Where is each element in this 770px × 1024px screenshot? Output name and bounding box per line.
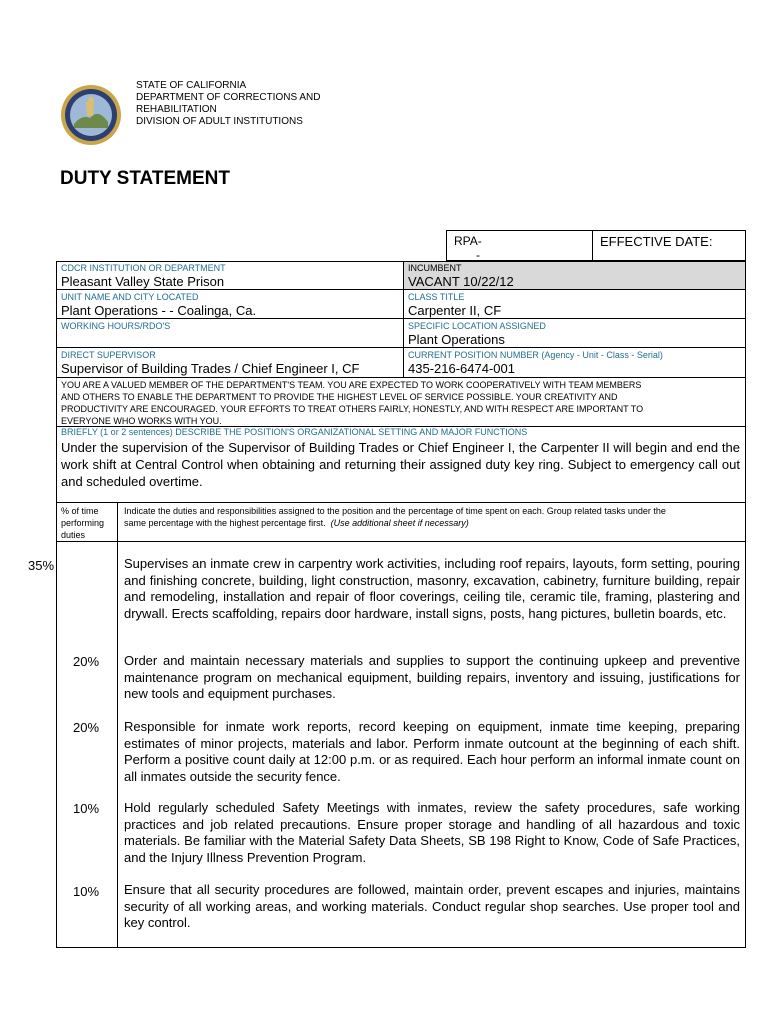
statement-line: AND OTHERS TO ENABLE THE DEPARTMENT TO PROVIDE THE HIGHEST LEVEL OF SERVICE POSSIBLE. YOUR CREATIVITY AND [61,392,618,402]
header-line: STATE OF CALIFORNIA [136,80,247,91]
header-text: same percentage with the highest percentage first. [124,518,326,528]
summary-label: BRIEFLY (1 or 2 sentences) DESCRIBE THE POSITION'S ORGANIZATIONAL SETTING AND MAJOR FUNCTIONS [61,427,528,437]
working-hours-label: WORKING HOURS/RDO'S [61,321,171,331]
duty-percent: 10% [73,801,100,816]
duty-description: Hold regularly scheduled Safety Meetings with inmates, review the safety procedures, safe working practices and job related precautions. Ensure proper storage and handling of all hazardous and toxic materials. Be familiar with the Material Safety Data Sheets, SB 198 Right to Know, Code of Safe Practices, and the Injury Illness Prevention Program. [124,800,740,865]
institution-label: CDCR INSTITUTION OR DEPARTMENT [61,263,226,273]
specific-location-value: Plant Operations [408,332,505,347]
header-line: REHABILITATION [136,104,217,115]
california-state-seal-icon [60,84,122,146]
duty-percent: 20% [73,720,100,735]
agency-header [136,80,320,128]
page-title: DUTY STATEMENT [60,168,230,189]
duty-percent: 20% [73,654,100,669]
institution-value: Pleasant Valley State Prison [61,274,225,289]
unit-value: Plant Operations - - Coalinga, Ca. [61,303,257,318]
unit-label: UNIT NAME AND CITY LOCATED [61,292,199,302]
position-number-value: 435-216-6474-001 [408,361,515,376]
header-line: duties [61,530,86,540]
duty-description: Order and maintain necessary materials and supplies to support the continuing upkeep and preventive maintenance program on mechanical equipment, building repairs, inventory and issuing, justifications for new tools and equipment purchases. [124,653,740,701]
header-line: performing [61,518,105,528]
statement-line: EVERYONE WHO WORKS WITH YOU. [61,416,222,426]
duty-description: Responsible for inmate work reports, record keeping on equipment, inmate time keeping, preparing estimates of minor projects, materials and labor. Perform inmate outcount at the beginning of each shift. Perform a positive count daily at 12:00 p.m. or as required. Each hour perform an informal inmate count on all inmates outside the security fence. [124,719,740,784]
header-line: Indicate the duties and responsibilities assigned to the position and the percentage of time spent on each. Group related tasks under the [124,506,666,516]
position-number-label: CURRENT POSITION NUMBER (Agency - Unit - Class - Serial) [408,350,663,360]
direct-supervisor-value: Supervisor of Building Trades / Chief Engineer I, CF [61,361,360,376]
valued-member-statement [61,379,743,427]
duty-percent: 35% [28,558,55,573]
specific-location-label: SPECIFIC LOCATION ASSIGNED [408,321,546,331]
header-line [124,517,742,529]
header-italic-note: (Use additional sheet if necessary) [330,518,469,528]
rpa-label: RPA- [454,234,482,248]
duty-percent: 10% [73,884,100,899]
header-line: DEPARTMENT OF CORRECTIONS AND [136,92,321,103]
duties-column-header [124,505,742,529]
direct-supervisor-label: DIRECT SUPERVISOR [61,350,156,360]
rpa-value: - [476,248,480,262]
incumbent-label: INCUMBENT [408,263,462,273]
class-title-value: Carpenter II, CF [408,303,502,318]
header-line: % of time [61,506,99,516]
class-title-label: CLASS TITLE [408,292,465,302]
statement-line: PRODUCTIVITY ARE ENCOURAGED. YOUR EFFORTS TO TREAT OTHERS FAIRLY, HONESTLY, AND WITH RESPECT ARE IMPORTANT TO [61,404,644,414]
duty-description: Supervises an inmate crew in carpentry work activities, including roof repairs, layouts, form setting, pouring and finishing concrete, building, light construction, masonry, excavation, cabinetry, furniture building, repair and remodeling, installation and repair of floor coverings, ceiling tile, ceramic tile, framing, plastering and drywall. Erects scaffolding, repairs door hardware, install signs, posts, hang pictures, bulletin boards, etc. [124,556,740,621]
percent-column-header [61,505,104,541]
header-line: DIVISION OF ADULT INSTITUTIONS [136,116,303,127]
statement-line: YOU ARE A VALUED MEMBER OF THE DEPARTMENT'S TEAM. YOU ARE EXPECTED TO WORK COOPERATIVELY WITH TEAM MEMBERS [61,380,642,390]
duty-description: Ensure that all security procedures are followed, maintain order, prevent escapes and injuries, maintains security of all working areas, and working materials. Conduct regular shop searches. Use proper tool and key control. [124,882,740,930]
summary-text: Under the supervision of the Supervisor of Building Trades or Chief Engineer I, the Carpenter II will begin and end the work shift at Central Control when obtaining and returning their assigned duty key ring. Subject to emergency call out and scheduled overtime. [61,440,740,489]
effective-date-label: EFFECTIVE DATE: [600,234,713,249]
incumbent-value: VACANT 10/22/12 [408,274,514,289]
